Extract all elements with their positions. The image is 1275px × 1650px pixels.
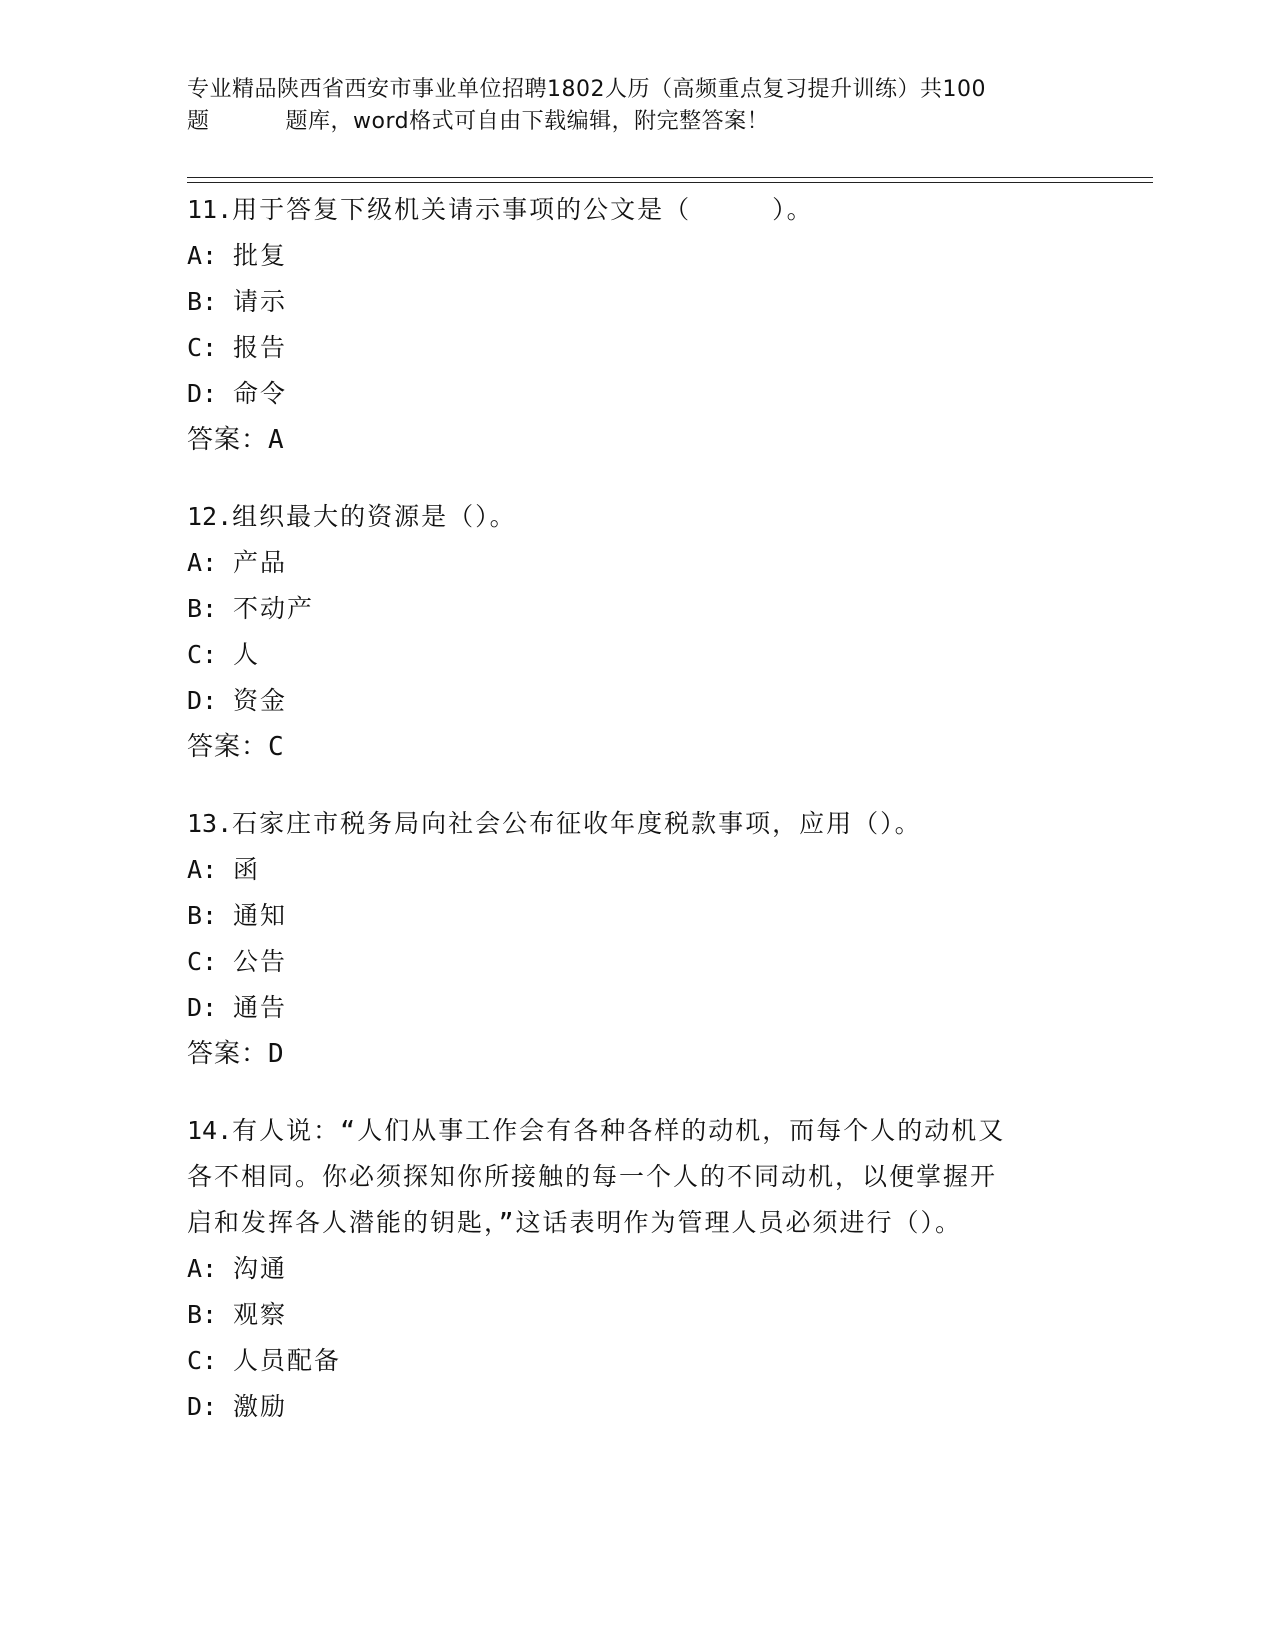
option-text: 报告	[233, 333, 288, 362]
question-text: 有人说：“人们从事工作会有各种各样的动机，而每个人的动机又	[232, 1116, 1006, 1145]
question-stem	[187, 187, 1087, 233]
header-title-line2	[187, 106, 1087, 138]
option-text: 命令	[233, 379, 288, 408]
option-letter: B:	[187, 901, 218, 930]
option-c	[187, 1338, 1087, 1384]
question-stem-line-3: 启和发挥各人潜能的钥匙，”这话表明作为管理人员必须进行（）。	[187, 1208, 963, 1237]
option-text: 通告	[233, 993, 288, 1022]
option-d	[187, 371, 1087, 417]
option-letter: D:	[187, 686, 218, 715]
option-text: 公告	[233, 947, 288, 976]
option-c	[187, 632, 1087, 678]
answer-value: A	[268, 425, 285, 455]
option-text: 观察	[233, 1300, 288, 1329]
option-b	[187, 1292, 1087, 1338]
option-letter: D:	[187, 379, 218, 408]
answer-label: 答案：	[187, 425, 269, 455]
option-text: 人	[233, 640, 261, 669]
header-divider-bottom	[187, 182, 1153, 183]
option-d	[187, 1384, 1087, 1430]
answer-line	[187, 417, 1087, 463]
question-text: 用于答复下级机关请示事项的公文是（ ）。	[232, 195, 814, 224]
option-letter: C:	[187, 333, 218, 362]
option-b	[187, 893, 1087, 939]
question-number: 12.	[187, 502, 233, 531]
answer-value: C	[268, 732, 285, 762]
option-letter: A:	[187, 1254, 218, 1283]
question-11	[187, 187, 1087, 463]
option-letter: C:	[187, 1346, 218, 1375]
option-letter: D:	[187, 993, 218, 1022]
question-text: 石家庄市税务局向社会公布征收年度税款事项，应用（）。	[232, 809, 922, 838]
option-text: 人员配备	[233, 1346, 342, 1375]
option-letter: C:	[187, 947, 218, 976]
option-b	[187, 279, 1087, 325]
option-d	[187, 678, 1087, 724]
question-13	[187, 801, 1087, 1077]
question-14	[187, 1108, 1087, 1430]
question-12	[187, 494, 1087, 770]
option-text: 产品	[233, 548, 288, 577]
answer-label: 答案：	[187, 732, 269, 762]
question-number: 11.	[187, 195, 233, 224]
question-text: 组织最大的资源是（）。	[232, 502, 517, 531]
option-text: 不动产	[233, 594, 315, 623]
option-a	[187, 233, 1087, 279]
option-a	[187, 847, 1087, 893]
header-line2-left: 题	[187, 109, 210, 134]
option-text: 激励	[233, 1392, 288, 1421]
question-stem-line-2: 各不相同。你必须探知你所接触的每一个人的不同动机，以便掌握开	[187, 1162, 998, 1191]
option-a	[187, 1246, 1087, 1292]
answer-line	[187, 724, 1087, 770]
option-c	[187, 939, 1087, 985]
option-letter: B:	[187, 287, 218, 316]
option-text: 批复	[233, 241, 288, 270]
question-number: 13.	[187, 809, 233, 838]
document-header	[187, 74, 1087, 138]
option-letter: A:	[187, 855, 218, 884]
option-letter: A:	[187, 548, 218, 577]
option-d	[187, 985, 1087, 1031]
option-letter: A:	[187, 241, 218, 270]
option-letter: B:	[187, 1300, 218, 1329]
question-stem	[187, 494, 1087, 540]
question-stem-line-1	[187, 1108, 1087, 1154]
option-text: 请示	[233, 287, 288, 316]
answer-value: D	[268, 1039, 285, 1069]
option-text: 通知	[233, 901, 288, 930]
option-text: 沟通	[233, 1254, 288, 1283]
option-text: 函	[233, 855, 261, 884]
header-divider-top	[187, 177, 1153, 178]
answer-label: 答案：	[187, 1039, 269, 1069]
header-line2-right: 题库，word格式可自由下载编辑，附完整答案！	[285, 109, 770, 134]
question-number: 14.	[187, 1116, 233, 1145]
option-c	[187, 325, 1087, 371]
option-letter: C:	[187, 640, 218, 669]
option-letter: B:	[187, 594, 218, 623]
question-stem	[187, 801, 1087, 847]
option-b	[187, 586, 1087, 632]
option-a	[187, 540, 1087, 586]
option-letter: D:	[187, 1392, 218, 1421]
option-text: 资金	[233, 686, 288, 715]
answer-line	[187, 1031, 1087, 1077]
header-title-line1: 专业精品陕西省西安市事业单位招聘1802人历（高频重点复习提升训练）共100	[187, 77, 986, 102]
